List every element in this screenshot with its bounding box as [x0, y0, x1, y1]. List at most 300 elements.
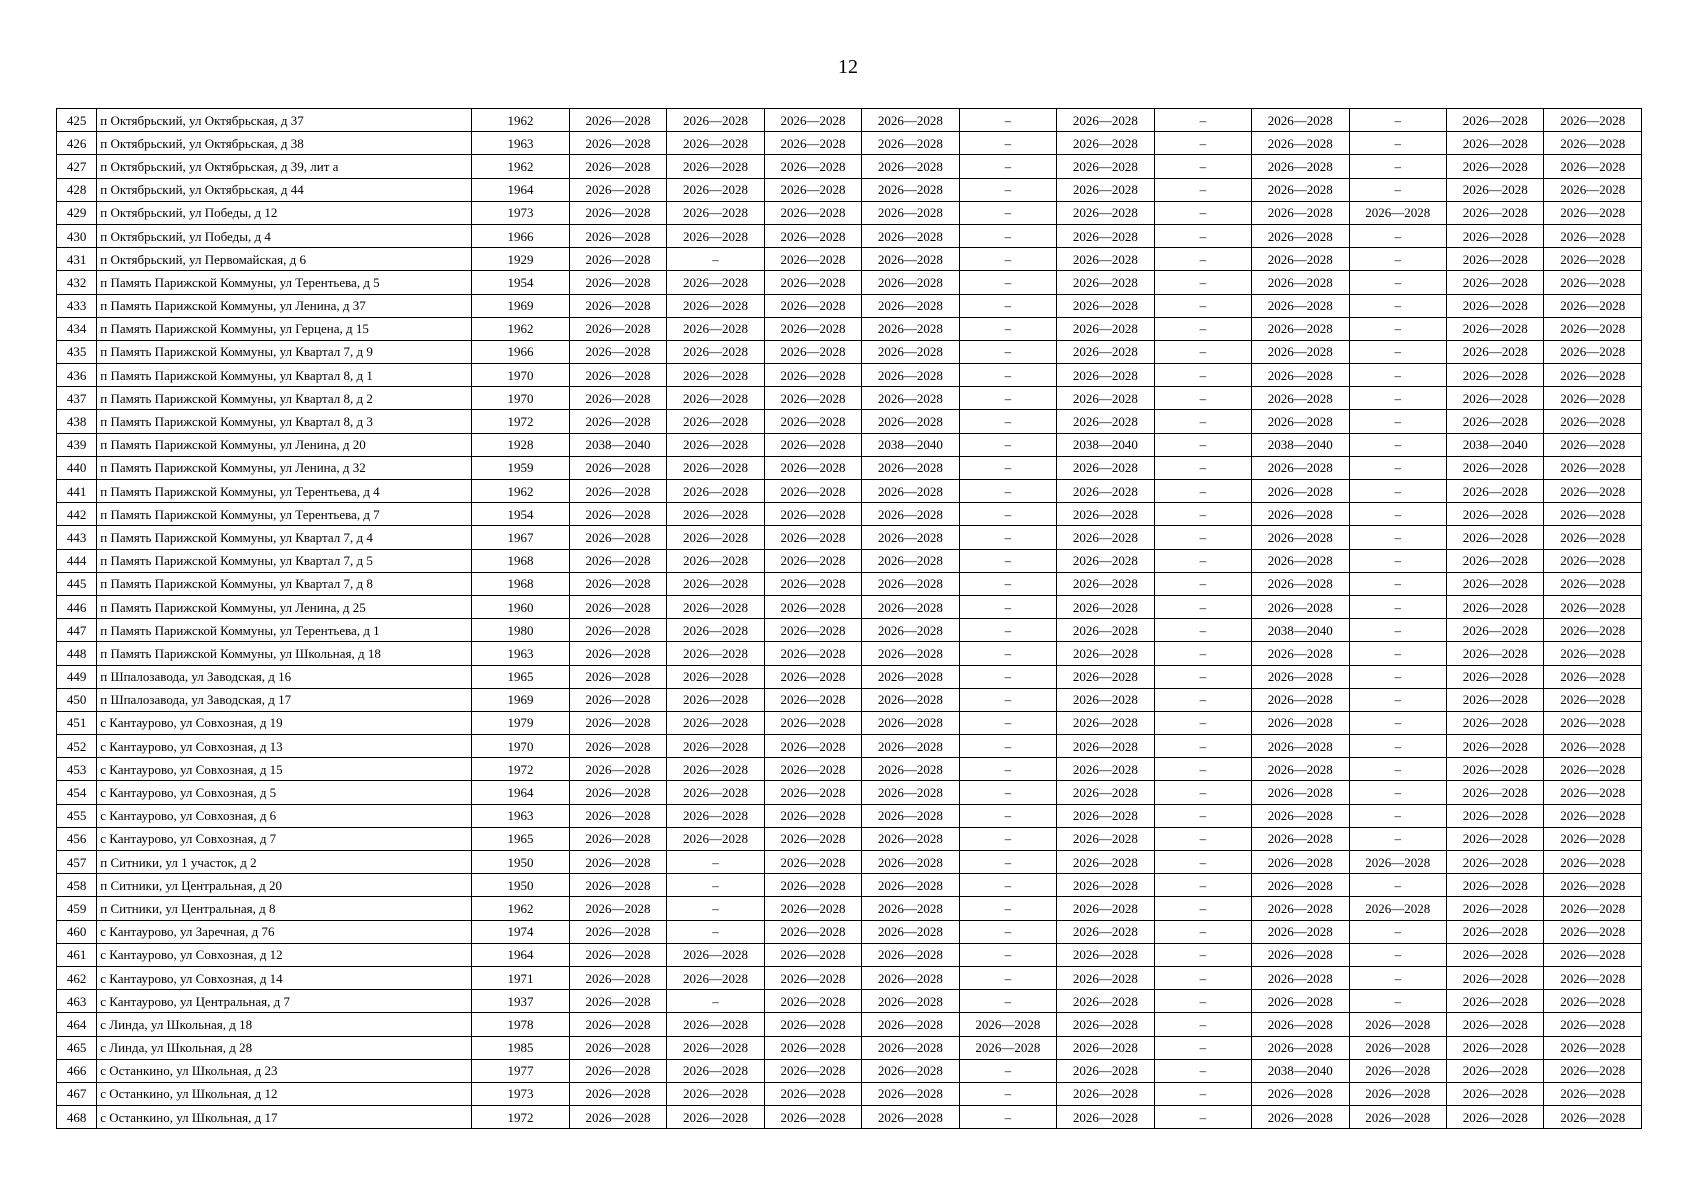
period-cell: 2026—2028	[862, 990, 959, 1013]
period-cell: 2026—2028	[667, 804, 764, 827]
row-number-cell: 457	[57, 851, 97, 874]
year-cell: 1929	[472, 248, 569, 271]
period-cell: 2026—2028	[1544, 827, 1642, 850]
year-cell: 1962	[472, 109, 569, 132]
period-cell: 2026—2028	[764, 595, 861, 618]
period-cell: 2026—2028	[862, 132, 959, 155]
period-cell: 2026—2028	[667, 1013, 764, 1036]
period-cell: 2026—2028	[1252, 201, 1349, 224]
period-cell: 2026—2028	[1252, 480, 1349, 503]
period-cell: 2026—2028	[1446, 456, 1543, 479]
period-cell: 2026—2028	[764, 851, 861, 874]
address-cell: п Память Парижской Коммуны, ул Терентьева, д 4	[97, 480, 472, 503]
year-cell: 1950	[472, 874, 569, 897]
period-cell: 2026—2028	[1057, 132, 1154, 155]
period-cell: 2026—2028	[1446, 943, 1543, 966]
period-cell: 2026—2028	[764, 642, 861, 665]
period-cell: 2026—2028	[667, 317, 764, 340]
period-cell: 2026—2028	[1057, 410, 1154, 433]
period-cell: 2026—2028	[569, 224, 666, 247]
period-cell: 2026—2028	[1057, 642, 1154, 665]
row-number-cell: 427	[57, 155, 97, 178]
year-cell: 1962	[472, 317, 569, 340]
period-cell: –	[959, 990, 1056, 1013]
period-cell: 2026—2028	[1446, 781, 1543, 804]
row-number-cell: 441	[57, 480, 97, 503]
period-cell: 2026—2028	[1446, 132, 1543, 155]
period-cell: 2026—2028	[1252, 688, 1349, 711]
period-cell: –	[959, 224, 1056, 247]
table-row	[57, 248, 1642, 271]
period-cell: 2026—2028	[959, 1036, 1056, 1059]
year-cell: 1971	[472, 966, 569, 989]
period-cell: 2026—2028	[667, 1059, 764, 1082]
period-cell: –	[959, 735, 1056, 758]
period-cell: 2026—2028	[764, 456, 861, 479]
period-cell: 2026—2028	[1544, 572, 1642, 595]
period-cell: 2026—2028	[1252, 456, 1349, 479]
year-cell: 1966	[472, 340, 569, 363]
table-row	[57, 1106, 1642, 1129]
table-row	[57, 480, 1642, 503]
period-cell: 2026—2028	[862, 526, 959, 549]
period-cell: 2026—2028	[764, 619, 861, 642]
address-cell: п Память Парижской Коммуны, ул Терентьева, д 1	[97, 619, 472, 642]
period-cell: 2026—2028	[1544, 248, 1642, 271]
period-cell: 2026—2028	[1057, 665, 1154, 688]
period-cell: 2026—2028	[1252, 1082, 1349, 1105]
year-cell: 1954	[472, 503, 569, 526]
period-cell: 2026—2028	[1252, 317, 1349, 340]
year-cell: 1962	[472, 155, 569, 178]
period-cell: –	[1154, 619, 1251, 642]
period-cell: 2026—2028	[862, 688, 959, 711]
period-cell: –	[959, 317, 1056, 340]
period-cell: –	[1154, 642, 1251, 665]
period-cell: 2026—2028	[569, 1013, 666, 1036]
year-cell: 1977	[472, 1059, 569, 1082]
address-cell: п Октябрьский, ул Октябрьская, д 39, лит а	[97, 155, 472, 178]
period-cell: 2026—2028	[667, 340, 764, 363]
period-cell: –	[1154, 317, 1251, 340]
year-cell: 1973	[472, 201, 569, 224]
period-cell: 2026—2028	[1252, 827, 1349, 850]
period-cell: 2026—2028	[1252, 294, 1349, 317]
period-cell: 2026—2028	[1057, 155, 1154, 178]
period-cell: 2026—2028	[1446, 966, 1543, 989]
period-cell: 2026—2028	[1057, 781, 1154, 804]
period-cell: 2026—2028	[862, 758, 959, 781]
period-cell: –	[959, 711, 1056, 734]
period-cell: 2026—2028	[764, 897, 861, 920]
period-cell: 2026—2028	[764, 109, 861, 132]
period-cell: 2026—2028	[862, 943, 959, 966]
year-cell: 1967	[472, 526, 569, 549]
year-cell: 1968	[472, 572, 569, 595]
period-cell: 2026—2028	[667, 178, 764, 201]
table-row	[57, 201, 1642, 224]
year-cell: 1963	[472, 642, 569, 665]
year-cell: 1964	[472, 943, 569, 966]
address-cell: п Память Парижской Коммуны, ул Терентьева, д 7	[97, 503, 472, 526]
period-cell: 2026—2028	[1544, 642, 1642, 665]
period-cell: –	[1349, 109, 1446, 132]
period-cell: 2026—2028	[764, 804, 861, 827]
row-number-cell: 456	[57, 827, 97, 850]
period-cell: 2026—2028	[569, 688, 666, 711]
address-cell: п Память Парижской Коммуны, ул Квартал 7, д 9	[97, 340, 472, 363]
period-cell: 2026—2028	[1057, 294, 1154, 317]
period-cell: 2026—2028	[1544, 1106, 1642, 1129]
period-cell: 2026—2028	[569, 1036, 666, 1059]
period-cell: 2026—2028	[764, 155, 861, 178]
period-cell: 2026—2028	[569, 271, 666, 294]
period-cell: –	[1154, 248, 1251, 271]
period-cell: 2026—2028	[764, 665, 861, 688]
year-cell: 1963	[472, 132, 569, 155]
period-cell: 2026—2028	[862, 387, 959, 410]
period-cell: 2026—2028	[862, 1036, 959, 1059]
address-cell: п Октябрьский, ул Первомайская, д 6	[97, 248, 472, 271]
period-cell: 2026—2028	[569, 317, 666, 340]
period-cell: 2038—2040	[1057, 433, 1154, 456]
period-cell: –	[1349, 549, 1446, 572]
period-cell: 2026—2028	[569, 364, 666, 387]
address-cell: с Кантаурово, ул Совхозная, д 7	[97, 827, 472, 850]
period-cell: 2026—2028	[569, 294, 666, 317]
period-cell: 2026—2028	[1544, 340, 1642, 363]
address-cell: п Память Парижской Коммуны, ул Квартал 8, д 3	[97, 410, 472, 433]
period-cell: –	[959, 920, 1056, 943]
year-cell: 1962	[472, 897, 569, 920]
period-cell: –	[1349, 781, 1446, 804]
period-cell: 2026—2028	[569, 456, 666, 479]
address-cell: п Ситники, ул Центральная, д 20	[97, 874, 472, 897]
row-number-cell: 426	[57, 132, 97, 155]
period-cell: 2026—2028	[764, 874, 861, 897]
period-cell: 2026—2028	[667, 642, 764, 665]
year-cell: 1963	[472, 804, 569, 827]
period-cell: 2026—2028	[764, 503, 861, 526]
period-cell: 2026—2028	[1252, 897, 1349, 920]
period-cell: –	[959, 132, 1056, 155]
period-cell: 2026—2028	[1544, 109, 1642, 132]
row-number-cell: 442	[57, 503, 97, 526]
period-cell: 2026—2028	[764, 1082, 861, 1105]
year-cell: 1980	[472, 619, 569, 642]
period-cell: –	[1154, 758, 1251, 781]
period-cell: 2026—2028	[1057, 1082, 1154, 1105]
period-cell: –	[667, 990, 764, 1013]
address-cell: п Память Парижской Коммуны, ул Квартал 7, д 4	[97, 526, 472, 549]
period-cell: 2026—2028	[764, 735, 861, 758]
period-cell: 2026—2028	[667, 572, 764, 595]
year-cell: 1972	[472, 410, 569, 433]
period-cell: 2026—2028	[764, 758, 861, 781]
period-cell: 2026—2028	[1446, 410, 1543, 433]
period-cell: 2026—2028	[1057, 943, 1154, 966]
period-cell: 2026—2028	[1057, 572, 1154, 595]
period-cell: –	[1154, 364, 1251, 387]
address-cell: п Память Парижской Коммуны, ул Квартал 8, д 1	[97, 364, 472, 387]
table-row	[57, 572, 1642, 595]
period-cell: –	[959, 665, 1056, 688]
address-cell: с Линда, ул Школьная, д 18	[97, 1013, 472, 1036]
period-cell: 2026—2028	[1252, 665, 1349, 688]
period-cell: –	[1154, 1013, 1251, 1036]
period-cell: 2026—2028	[1446, 804, 1543, 827]
period-cell: 2026—2028	[569, 1106, 666, 1129]
period-cell: 2026—2028	[764, 433, 861, 456]
period-cell: 2026—2028	[1446, 364, 1543, 387]
row-number-cell: 463	[57, 990, 97, 1013]
period-cell: –	[1349, 433, 1446, 456]
period-cell: 2026—2028	[569, 549, 666, 572]
period-cell: –	[1349, 503, 1446, 526]
period-cell: –	[1349, 711, 1446, 734]
period-cell: –	[959, 897, 1056, 920]
row-number-cell: 468	[57, 1106, 97, 1129]
table-row	[57, 711, 1642, 734]
period-cell: 2026—2028	[1057, 248, 1154, 271]
row-number-cell: 450	[57, 688, 97, 711]
period-cell: 2026—2028	[569, 1082, 666, 1105]
period-cell: –	[959, 526, 1056, 549]
period-cell: –	[1349, 178, 1446, 201]
period-cell: 2026—2028	[862, 735, 959, 758]
period-cell: 2026—2028	[1057, 271, 1154, 294]
period-cell: –	[1349, 642, 1446, 665]
period-cell: 2026—2028	[1544, 410, 1642, 433]
period-cell: –	[1349, 294, 1446, 317]
table-row	[57, 109, 1642, 132]
period-cell: –	[1349, 271, 1446, 294]
period-cell: 2026—2028	[764, 943, 861, 966]
period-cell: 2026—2028	[1057, 503, 1154, 526]
period-cell: 2026—2028	[1252, 851, 1349, 874]
period-cell: 2026—2028	[862, 572, 959, 595]
period-cell: 2026—2028	[1252, 526, 1349, 549]
period-cell: 2026—2028	[764, 920, 861, 943]
period-cell: 2026—2028	[667, 665, 764, 688]
period-cell: –	[959, 109, 1056, 132]
period-cell: 2026—2028	[1544, 201, 1642, 224]
period-cell: 2026—2028	[764, 1059, 861, 1082]
period-cell: –	[959, 178, 1056, 201]
period-cell: 2026—2028	[667, 711, 764, 734]
period-cell: 2026—2028	[569, 109, 666, 132]
period-cell: 2026—2028	[667, 201, 764, 224]
period-cell: 2026—2028	[667, 480, 764, 503]
period-cell: 2026—2028	[1446, 851, 1543, 874]
row-number-cell: 438	[57, 410, 97, 433]
period-cell: 2026—2028	[1544, 549, 1642, 572]
period-cell: 2026—2028	[1446, 1059, 1543, 1082]
period-cell: 2026—2028	[667, 503, 764, 526]
period-cell: 2026—2028	[1057, 526, 1154, 549]
address-cell: п Память Парижской Коммуны, ул Ленина, д 37	[97, 294, 472, 317]
period-cell: 2026—2028	[862, 224, 959, 247]
period-cell: 2026—2028	[667, 155, 764, 178]
table-row	[57, 294, 1642, 317]
period-cell: 2026—2028	[1446, 248, 1543, 271]
period-cell: 2026—2028	[1446, 1106, 1543, 1129]
period-cell: 2026—2028	[667, 595, 764, 618]
year-cell: 1937	[472, 990, 569, 1013]
period-cell: 2026—2028	[569, 943, 666, 966]
period-cell: 2026—2028	[569, 735, 666, 758]
row-number-cell: 440	[57, 456, 97, 479]
table-row	[57, 874, 1642, 897]
address-cell: с Кантаурово, ул Совхозная, д 5	[97, 781, 472, 804]
period-cell: 2026—2028	[1446, 317, 1543, 340]
period-cell: 2026—2028	[862, 711, 959, 734]
period-cell: 2026—2028	[667, 271, 764, 294]
year-cell: 1950	[472, 851, 569, 874]
row-number-cell: 455	[57, 804, 97, 827]
period-cell: –	[1349, 804, 1446, 827]
table-row	[57, 781, 1642, 804]
page-number: 12	[838, 56, 858, 78]
period-cell: 2026—2028	[569, 410, 666, 433]
year-cell: 1969	[472, 294, 569, 317]
period-cell: 2026—2028	[1544, 155, 1642, 178]
period-cell: –	[1349, 387, 1446, 410]
period-cell: –	[959, 572, 1056, 595]
period-cell: 2026—2028	[1057, 619, 1154, 642]
period-cell: 2026—2028	[569, 201, 666, 224]
period-cell: 2038—2040	[862, 433, 959, 456]
address-cell: п Память Парижской Коммуны, ул Терентьева, д 5	[97, 271, 472, 294]
period-cell: 2026—2028	[862, 874, 959, 897]
period-cell: 2026—2028	[1544, 990, 1642, 1013]
period-cell: 2026—2028	[764, 549, 861, 572]
period-cell: 2026—2028	[764, 271, 861, 294]
address-cell: с Кантаурово, ул Центральная, д 7	[97, 990, 472, 1013]
period-cell: 2026—2028	[569, 851, 666, 874]
period-cell: 2026—2028	[1057, 688, 1154, 711]
period-cell: 2026—2028	[1252, 1013, 1349, 1036]
period-cell: 2026—2028	[1252, 711, 1349, 734]
period-cell: –	[1154, 711, 1251, 734]
period-cell: 2026—2028	[1252, 874, 1349, 897]
period-cell: –	[1154, 224, 1251, 247]
period-cell: 2026—2028	[1349, 1082, 1446, 1105]
address-cell: п Октябрьский, ул Октябрьская, д 38	[97, 132, 472, 155]
period-cell: –	[1349, 456, 1446, 479]
period-cell: 2026—2028	[1544, 271, 1642, 294]
period-cell: 2026—2028	[764, 966, 861, 989]
period-cell: 2026—2028	[1446, 1036, 1543, 1059]
period-cell: 2026—2028	[1544, 132, 1642, 155]
period-cell: 2026—2028	[1057, 1059, 1154, 1082]
period-cell: 2026—2028	[569, 155, 666, 178]
period-cell: –	[959, 387, 1056, 410]
period-cell: 2026—2028	[1057, 387, 1154, 410]
row-number-cell: 430	[57, 224, 97, 247]
period-cell: 2026—2028	[862, 271, 959, 294]
period-cell: 2038—2040	[1252, 1059, 1349, 1082]
period-cell: 2026—2028	[667, 549, 764, 572]
period-cell: 2026—2028	[862, 781, 959, 804]
period-cell: –	[1154, 1036, 1251, 1059]
period-cell: –	[1349, 990, 1446, 1013]
period-cell: 2026—2028	[1544, 503, 1642, 526]
period-cell: –	[959, 943, 1056, 966]
table-row	[57, 1036, 1642, 1059]
period-cell: 2026—2028	[1446, 503, 1543, 526]
period-cell: 2026—2028	[1252, 595, 1349, 618]
period-cell: –	[959, 827, 1056, 850]
address-cell: п Память Парижской Коммуны, ул Школьная, д 18	[97, 642, 472, 665]
period-cell: 2026—2028	[862, 1013, 959, 1036]
period-cell: 2026—2028	[764, 317, 861, 340]
period-cell: –	[959, 804, 1056, 827]
period-cell: –	[1349, 688, 1446, 711]
year-cell: 1966	[472, 224, 569, 247]
period-cell: –	[1154, 966, 1251, 989]
period-cell: 2026—2028	[862, 178, 959, 201]
period-cell: 2026—2028	[1057, 549, 1154, 572]
period-cell: 2026—2028	[862, 317, 959, 340]
row-number-cell: 446	[57, 595, 97, 618]
period-cell: 2026—2028	[862, 1106, 959, 1129]
period-cell: 2026—2028	[1252, 224, 1349, 247]
table-row	[57, 271, 1642, 294]
period-cell: 2026—2028	[1544, 1059, 1642, 1082]
period-cell: 2026—2028	[764, 480, 861, 503]
period-cell: 2026—2028	[862, 410, 959, 433]
period-cell: 2026—2028	[764, 990, 861, 1013]
period-cell: 2026—2028	[667, 1036, 764, 1059]
period-cell: –	[959, 456, 1056, 479]
period-cell: 2026—2028	[1446, 827, 1543, 850]
period-cell: –	[667, 897, 764, 920]
period-cell: 2026—2028	[1252, 364, 1349, 387]
period-cell: –	[959, 294, 1056, 317]
period-cell: 2026—2028	[764, 294, 861, 317]
period-cell: 2026—2028	[764, 248, 861, 271]
period-cell: 2026—2028	[1057, 340, 1154, 363]
period-cell: 2026—2028	[1446, 387, 1543, 410]
period-cell: 2026—2028	[569, 387, 666, 410]
period-cell: 2026—2028	[1544, 874, 1642, 897]
period-cell: 2026—2028	[1544, 317, 1642, 340]
period-cell: 2026—2028	[1544, 480, 1642, 503]
period-cell: 2026—2028	[1057, 1013, 1154, 1036]
year-cell: 1973	[472, 1082, 569, 1105]
address-cell: п Память Парижской Коммуны, ул Ленина, д 25	[97, 595, 472, 618]
period-cell: –	[959, 480, 1056, 503]
period-cell: 2026—2028	[667, 224, 764, 247]
period-cell: 2026—2028	[1252, 990, 1349, 1013]
period-cell: 2026—2028	[1057, 874, 1154, 897]
period-cell: 2026—2028	[1252, 966, 1349, 989]
period-cell: –	[1349, 340, 1446, 363]
address-cell: с Останкино, ул Школьная, д 12	[97, 1082, 472, 1105]
period-cell: 2026—2028	[1446, 294, 1543, 317]
table-row	[57, 897, 1642, 920]
period-cell: 2026—2028	[667, 735, 764, 758]
period-cell: –	[959, 619, 1056, 642]
period-cell: 2026—2028	[569, 572, 666, 595]
period-cell: –	[1349, 224, 1446, 247]
period-cell: 2026—2028	[1544, 1036, 1642, 1059]
period-cell: 2026—2028	[1252, 109, 1349, 132]
period-cell: 2026—2028	[764, 1013, 861, 1036]
period-cell: 2026—2028	[862, 920, 959, 943]
period-cell: 2026—2028	[1057, 1106, 1154, 1129]
